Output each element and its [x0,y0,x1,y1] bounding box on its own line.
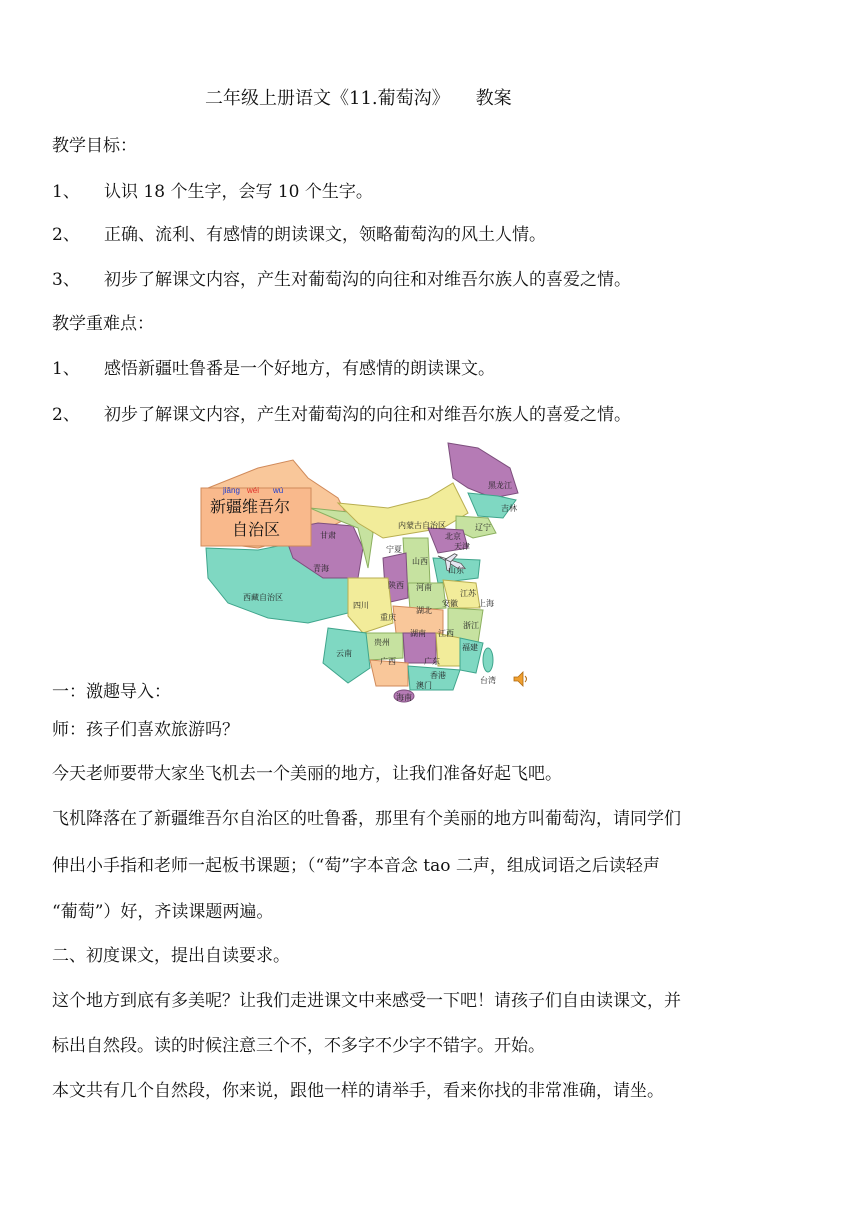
province-label-liaoning: 辽宁 [475,523,491,532]
province-label-inner-mongolia: 内蒙古自治区 [398,521,446,530]
goal-number: 1、 [52,182,80,202]
goal-item [52,181,373,203]
goal-number: 2、 [52,225,80,245]
province-label-anhui: 安徽 [442,599,458,608]
province-label-taiwan: 台湾 [480,676,496,685]
title-suffix: 教案 [475,88,512,109]
china-map-image [198,438,533,706]
goal-item [52,269,631,291]
province-label-guangxi: 广西 [380,657,396,666]
province-label-chongqing: 重庆 [380,613,396,622]
section2-line: 标出自然段。读的时候注意三个不，不多字不少字不错字。开始。 [52,1036,545,1056]
section1-line: 今天老师要带大家坐飞机去一个美丽的地方，让我们准备好起飞吧。 [52,764,562,784]
province-label-qinghai: 青海 [313,564,329,573]
section1-heading: 一：激趣导入： [52,682,171,702]
province-label-heilongjiang: 黑龙江 [488,481,512,490]
keypoint-number: 2、 [52,405,80,425]
province-label-ningxia: 宁夏 [386,545,402,554]
keypoint-item [52,404,631,426]
pinyin-jiang: jiāng [223,486,240,495]
keypoint-number: 1、 [52,359,80,379]
goal-text: 正确、流利、有感情的朗读课文，领略葡萄沟的风土人情。 [104,225,546,245]
keypoints-heading: 教学重难点： [52,314,154,334]
goal-text: 认识 18 个生字，会写 10 个生字。 [104,182,373,202]
province-label-shandong: 山东 [448,566,464,575]
province-label-hongkong: 香港 [430,671,446,680]
province-label-beijing: 北京 [445,532,461,541]
province-label-henan: 河南 [416,583,432,592]
section1-line: 师：孩子们喜欢旅游吗？ [52,720,239,740]
province-label-jiangsu: 江苏 [460,589,476,598]
province-label-gansu: 甘肃 [320,531,336,540]
map-region-taiwan [483,648,493,672]
province-label-shanghai: 上海 [478,599,494,608]
keypoint-text: 初步了解课文内容，产生对葡萄沟的向往和对维吾尔族人的喜爱之情。 [104,405,631,425]
pinyin-wei: wéi [247,486,260,495]
section2-line: 本文共有几个自然段，你来说，跟他一样的请举手，看来你找的非常准确，请坐。 [52,1081,664,1101]
section2-heading: 二、初度课文，提出自读要求。 [52,946,290,966]
section2-line: 这个地方到底有多美呢？让我们走进课文中来感受一下吧！请孩子们自由读课文，并 [52,991,681,1011]
speaker-icon[interactable] [512,670,530,688]
keypoint-text: 感悟新疆吐鲁番是一个好地方，有感情的朗读课文。 [104,359,495,379]
province-label-hainan: 海南 [396,693,412,702]
goals-heading: 教学目标： [52,136,137,156]
province-label-zhejiang: 浙江 [463,621,479,630]
keypoint-item [52,358,495,380]
title-main: 二年级上册语文《11.葡萄沟》 [205,88,450,109]
province-label-guangdong: 广东 [424,657,440,666]
province-label-guizhou: 贵州 [374,638,390,647]
province-label-tianjin: 天津 [454,542,470,551]
province-label-jilin: 吉林 [501,504,517,513]
section1-line: “葡萄”）好，齐读课题两遍。 [52,902,274,922]
section1-line: 飞机降落在了新疆维吾尔自治区的吐鲁番，那里有个美丽的地方叫葡萄沟，请同学们 [52,809,681,829]
xinjiang-label-line1: 新疆维吾尔 [210,497,291,516]
goal-item [52,224,546,246]
province-label-shaanxi: 陕西 [388,581,404,590]
province-label-shanxi: 山西 [412,557,428,566]
province-label-hubei: 湖北 [416,606,432,615]
province-label-jiangxi: 江西 [438,629,454,638]
province-label-tibet: 西藏自治区 [243,593,283,602]
xinjiang-label-line2: 自治区 [232,520,281,539]
goal-number: 3、 [52,270,80,290]
province-label-macau: 澳门 [416,681,432,690]
section1-line: 伸出小手指和老师一起板书课题；（“萄”字本音念 tao 二声，组成词语之后读轻声 [52,856,660,876]
goal-text: 初步了解课文内容，产生对葡萄沟的向往和对维吾尔族人的喜爱之情。 [104,270,631,290]
pinyin-wu: wú [273,486,284,495]
province-label-fujian: 福建 [462,643,478,652]
province-label-hunan: 湖南 [410,629,426,638]
document-title [205,88,512,110]
province-label-yunnan: 云南 [336,649,352,658]
province-label-sichuan: 四川 [353,601,369,610]
